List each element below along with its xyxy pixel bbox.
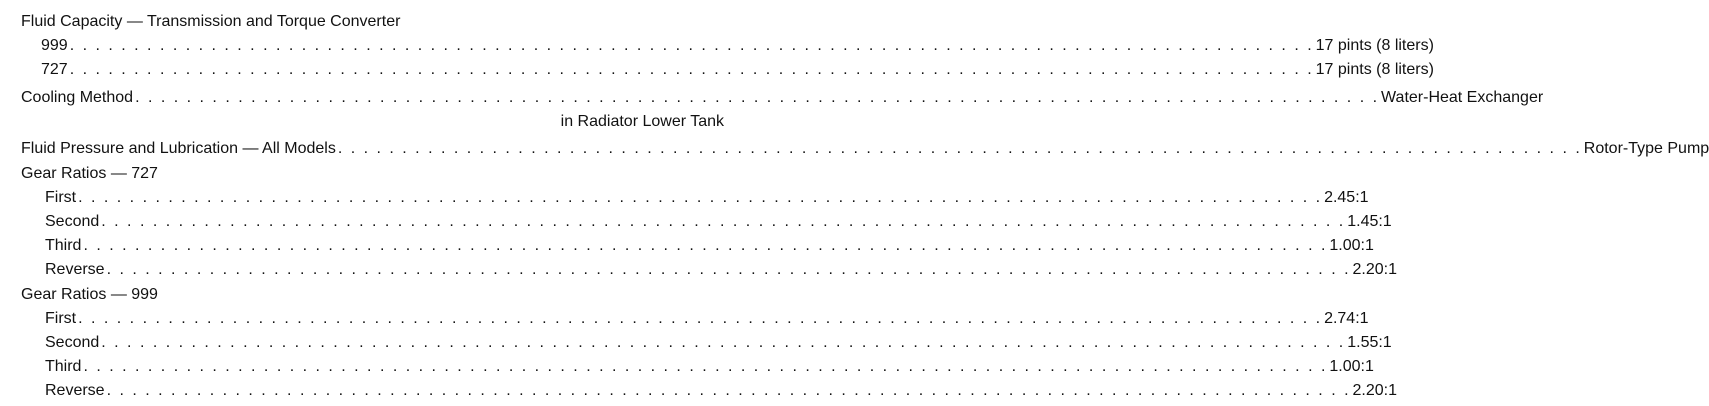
row-label: 999 <box>41 37 68 54</box>
row-label: 727 <box>41 61 68 78</box>
gear-ratio-row <box>45 234 1374 258</box>
leader-dots: . . . . . . . . . . . . . . . . . . . . . . . . . . . . . . . . . . . . . . . . . . . . . . . . . . . . . . . . . . . . . . . . . . . . . . . . . . . . . . . . . . . . . . . . . . . . . . . . . <box>78 189 1323 206</box>
gear-value: 2.20:1 <box>1352 261 1398 278</box>
cooling-method-value-cont: in Radiator Lower Tank <box>560 113 724 130</box>
leader-dots: . . . . . . . . . . . . . . . . . . . . . . . . . . . . . . . . . . . . . . . . . . . . . . . . . . . . . . . . . . . . . . . . . . . . . . . . . . . . . . . . . . . . . . . . . . . . . . . . . <box>69 37 1314 54</box>
fluid-pressure-row <box>21 137 1709 161</box>
gear-label: Second <box>45 334 100 351</box>
fluid-pressure-value: Rotor-Type Pump <box>1583 140 1709 157</box>
leader-dots: . . . . . . . . . . . . . . . . . . . . . . . . . . . . . . . . . . . . . . . . . . . . . . . . . . . . . . . . . . . . . . . . . . . . . . . . . . . . . . . . . . . . . . . . . . . . . . . . . <box>83 358 1328 375</box>
gear-value: 2.74:1 <box>1324 310 1369 327</box>
leader-dots: . . . . . . . . . . . . . . . . . . . . . . . . . . . . . . . . . . . . . . . . . . . . . . . . . . . . . . . . . . . . . . . . . . . . . . . . . . . . . . . . . . . . . . . . . . . . . . . . . <box>337 140 1582 157</box>
cooling-method-label: Cooling Method <box>21 89 134 106</box>
leader-dots: . . . . . . . . . . . . . . . . . . . . . . . . . . . . . . . . . . . . . . . . . . . . . . . . . . . . . . . . . . . . . . . . . . . . . . . . . . . . . . . . . . . . . . . . . . . . . . . . . <box>101 213 1346 230</box>
gear-value: 2.45:1 <box>1324 189 1369 206</box>
fluid-capacity-heading: Fluid Capacity — Transmission and Torque Converter <box>21 13 401 30</box>
gear-value: 1.00:1 <box>1329 237 1374 254</box>
fluid-pressure-label: Fluid Pressure and Lubrication — All Models <box>21 140 336 157</box>
leader-dots: . . . . . . . . . . . . . . . . . . . . . . . . . . . . . . . . . . . . . . . . . . . . . . . . . . . . . . . . . . . . . . . . . . . . . . . . . . . . . . . . . . . . . . . . . . . . . . . . . <box>101 334 1346 351</box>
leader-dots: . . . . . . . . . . . . . . . . . . . . . . . . . . . . . . . . . . . . . . . . . . . . . . . . . . . . . . . . . . . . . . . . . . . . . . . . . . . . . . . . . . . . . . . . . . . . . . . . . <box>106 261 1351 278</box>
gear-label: Third <box>45 358 82 375</box>
gear-ratios-727-heading: Gear Ratios — 727 <box>21 165 158 182</box>
row-value: 17 pints (8 liters) <box>1315 37 1434 54</box>
row-value: 17 pints (8 liters) <box>1315 61 1434 78</box>
gear-label: Reverse <box>45 382 105 399</box>
fluid-capacity-row <box>41 34 1434 58</box>
gear-ratio-row <box>45 307 1369 331</box>
leader-dots: . . . . . . . . . . . . . . . . . . . . . . . . . . . . . . . . . . . . . . . . . . . . . . . . . . . . . . . . . . . . . . . . . . . . . . . . . . . . . . . . . . . . . . . . . . . . . . . . . <box>106 382 1351 399</box>
gear-value: 2.20:1 <box>1352 382 1398 399</box>
gear-ratio-row <box>45 331 1392 355</box>
cooling-method-value: Water-Heat Exchanger <box>1381 89 1544 106</box>
gear-ratio-row <box>45 258 1398 282</box>
gear-ratio-row <box>45 186 1369 210</box>
leader-dots: . . . . . . . . . . . . . . . . . . . . . . . . . . . . . . . . . . . . . . . . . . . . . . . . . . . . . . . . . . . . . . . . . . . . . . . . . . . . . . . . . . . . . . . . . . . . . . . . . <box>135 89 1380 106</box>
gear-label: Second <box>45 213 100 230</box>
gear-label: Reverse <box>45 261 105 278</box>
fluid-capacity-row <box>41 58 1434 82</box>
cooling-method-row <box>21 86 1544 110</box>
gear-label: First <box>45 310 77 327</box>
gear-value: 1.45:1 <box>1347 213 1392 230</box>
leader-dots: . . . . . . . . . . . . . . . . . . . . . . . . . . . . . . . . . . . . . . . . . . . . . . . . . . . . . . . . . . . . . . . . . . . . . . . . . . . . . . . . . . . . . . . . . . . . . . . . . <box>69 61 1314 78</box>
gear-label: First <box>45 189 77 206</box>
gear-ratio-row <box>45 210 1392 234</box>
gear-value: 1.55:1 <box>1347 334 1392 351</box>
gear-label: Third <box>45 237 82 254</box>
gear-value: 1.00:1 <box>1329 358 1374 375</box>
gear-ratio-row <box>45 379 1398 403</box>
leader-dots: . . . . . . . . . . . . . . . . . . . . . . . . . . . . . . . . . . . . . . . . . . . . . . . . . . . . . . . . . . . . . . . . . . . . . . . . . . . . . . . . . . . . . . . . . . . . . . . . . <box>78 310 1323 327</box>
leader-dots: . . . . . . . . . . . . . . . . . . . . . . . . . . . . . . . . . . . . . . . . . . . . . . . . . . . . . . . . . . . . . . . . . . . . . . . . . . . . . . . . . . . . . . . . . . . . . . . . . <box>83 237 1328 254</box>
gear-ratios-999-heading: Gear Ratios — 999 <box>21 286 158 303</box>
gear-ratio-row <box>45 355 1374 379</box>
